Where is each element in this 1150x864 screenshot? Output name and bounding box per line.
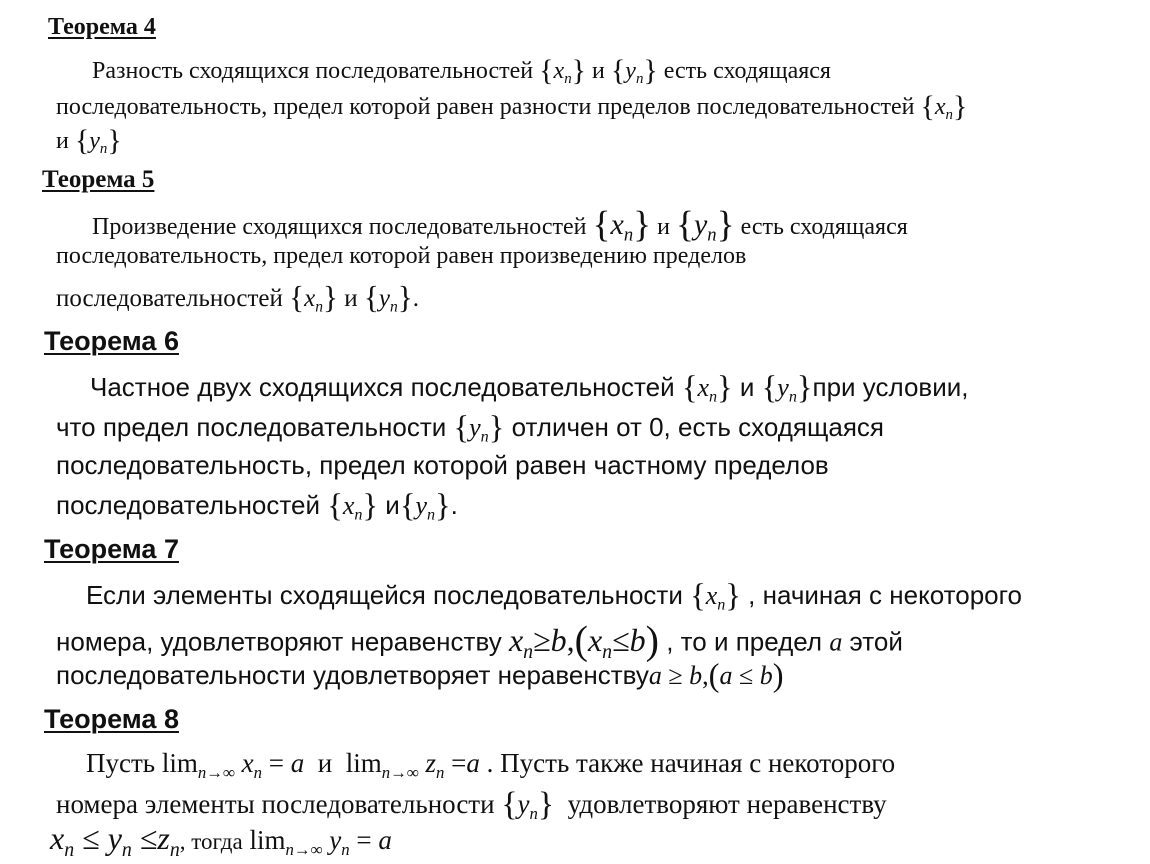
theorem-5-line-1 bbox=[92, 206, 908, 245]
inequality-formula: a ≥ b,(a ≤ b) bbox=[648, 658, 784, 694]
conjunction-text: и bbox=[344, 285, 358, 313]
theorem-4-line-3 bbox=[56, 126, 122, 157]
limit-x-formula: $\lim_{n\to\infty} x_n = a$ bbox=[161, 748, 305, 782]
theorem-7-line-3 bbox=[56, 660, 784, 693]
theorem-6-line-2 bbox=[56, 412, 884, 446]
inequality-formula: $x_n \le y_n \le z_n$ bbox=[50, 820, 180, 861]
theorem-6-text: при условии, bbox=[812, 372, 969, 403]
seq-y-formula: $\{y_n\}$ bbox=[501, 786, 555, 823]
seq-x-formula: $\{x_n\}$ bbox=[690, 578, 741, 614]
theorem-6-title: Теорема 6 bbox=[44, 326, 179, 356]
theorem-4-text: последовательность, предел которой равен разности пределов последовательностей bbox=[56, 94, 915, 121]
theorem-7-text: этой bbox=[849, 626, 903, 657]
period-symbol: . bbox=[412, 285, 419, 313]
theorem-7-text: , то и предел bbox=[666, 626, 823, 657]
conjunction-text: и bbox=[385, 490, 400, 521]
seq-y-formula: $\{y_n\}$ bbox=[675, 204, 735, 246]
theorem-7-text: последовательности удовлетворяет неравенству bbox=[56, 660, 649, 691]
theorem-4-text: есть сходящаяся bbox=[663, 58, 831, 85]
theorem-8-text: удовлетворяют неравенству bbox=[567, 788, 887, 819]
theorem-7-line-1 bbox=[86, 580, 1022, 614]
seq-x-formula: $\{x_n\}$ bbox=[920, 90, 968, 124]
theorem-6-line-1 bbox=[90, 372, 968, 406]
theorem-6-text: Частное двух сходящихся последовательностей bbox=[90, 372, 675, 403]
limit-a-symbol: a bbox=[829, 627, 843, 657]
seq-y-formula: $\{y_n\}$ bbox=[610, 54, 658, 88]
theorem-6-line-3 bbox=[56, 452, 829, 478]
theorem-7-text: номера, удовлетворяют неравенству bbox=[56, 626, 502, 657]
seq-x-formula: $\{x_n\}$ bbox=[592, 204, 652, 246]
theorem-6-text: последовательностей bbox=[56, 490, 320, 521]
theorem-8-line-2 bbox=[56, 788, 887, 823]
limit-z-formula: $\lim_{n\to\infty} z_n =a$ bbox=[345, 748, 480, 782]
theorem-7-text: , начиная с некоторого bbox=[748, 580, 1023, 611]
seq-x-formula: $\{x_n\}$ bbox=[289, 280, 338, 316]
theorem-6-text: отличен от 0, есть сходящаяся bbox=[511, 412, 884, 443]
seq-y-formula: $\{y_n\}$ bbox=[74, 124, 122, 158]
seq-y-formula: $\{y_n\}$ bbox=[363, 280, 413, 316]
theorem-4-text: Разность сходящихся последовательностей bbox=[92, 58, 534, 85]
seq-y-formula: $\{y_n\}$ bbox=[761, 370, 813, 406]
conjunction-text: и bbox=[56, 128, 69, 155]
theorem-5-line-3 bbox=[56, 282, 419, 315]
theorem-5-line-2 bbox=[56, 244, 746, 268]
period-symbol: . bbox=[450, 490, 458, 521]
theorem-5-text: есть сходящаяся bbox=[740, 213, 908, 240]
seq-x-formula: $\{x_n\}$ bbox=[327, 488, 379, 524]
theorem-4-line-2 bbox=[56, 92, 967, 123]
seq-y-formula: $\{y_n\}$ bbox=[453, 410, 505, 446]
theorem-8-text: Пусть bbox=[86, 748, 156, 778]
theorem-7-title: Теорема 7 bbox=[44, 534, 179, 564]
theorem-8-line-3 bbox=[50, 822, 392, 861]
theorem-5-title: Теорема 5 bbox=[42, 166, 155, 193]
conjunction-text: и bbox=[317, 748, 333, 778]
theorem-4-line-1 bbox=[92, 56, 831, 87]
theorem-7-text: Если элементы сходящейся последовательности bbox=[86, 580, 683, 611]
theorem-6-text: что предел последовательности bbox=[56, 412, 447, 443]
limit-y-formula: $\lim_{n\to\infty} y_n = a$ bbox=[249, 825, 392, 859]
conjunction-text: и bbox=[739, 372, 755, 403]
conjunction-text: и bbox=[657, 213, 670, 240]
theorem-8-text: . Пусть также начиная с некоторого bbox=[486, 748, 896, 778]
theorem-4-title: Теорема 4 bbox=[48, 14, 156, 40]
theorem-6-line-4 bbox=[56, 490, 458, 524]
inequality-formula: $x_n\ge b,(x_n\le b)$ bbox=[508, 617, 659, 663]
theorem-7-line-2 bbox=[56, 617, 903, 663]
theorem-5-text: Произведение сходящихся последовательностей bbox=[92, 213, 587, 240]
theorem-5-text: последовательностей bbox=[56, 285, 283, 313]
theorem-8-title: Теорема 8 bbox=[44, 704, 179, 734]
theorem-8-text: , тогда bbox=[179, 829, 243, 854]
theorem-6-text: последовательность, предел которой равен частному пределов bbox=[56, 450, 829, 480]
theorem-8-text: номера элементы последовательности bbox=[56, 788, 495, 819]
seq-y-formula: $\{y_n\}$ bbox=[399, 488, 451, 524]
conjunction-text: и bbox=[592, 58, 605, 85]
seq-x-formula: $\{x_n\}$ bbox=[681, 370, 733, 406]
theorem-5-text: последовательность, предел которой равен произведению пределов bbox=[56, 243, 747, 269]
seq-x-formula: $\{x_n\}$ bbox=[539, 54, 587, 88]
theorem-8-line-1 bbox=[86, 750, 895, 782]
